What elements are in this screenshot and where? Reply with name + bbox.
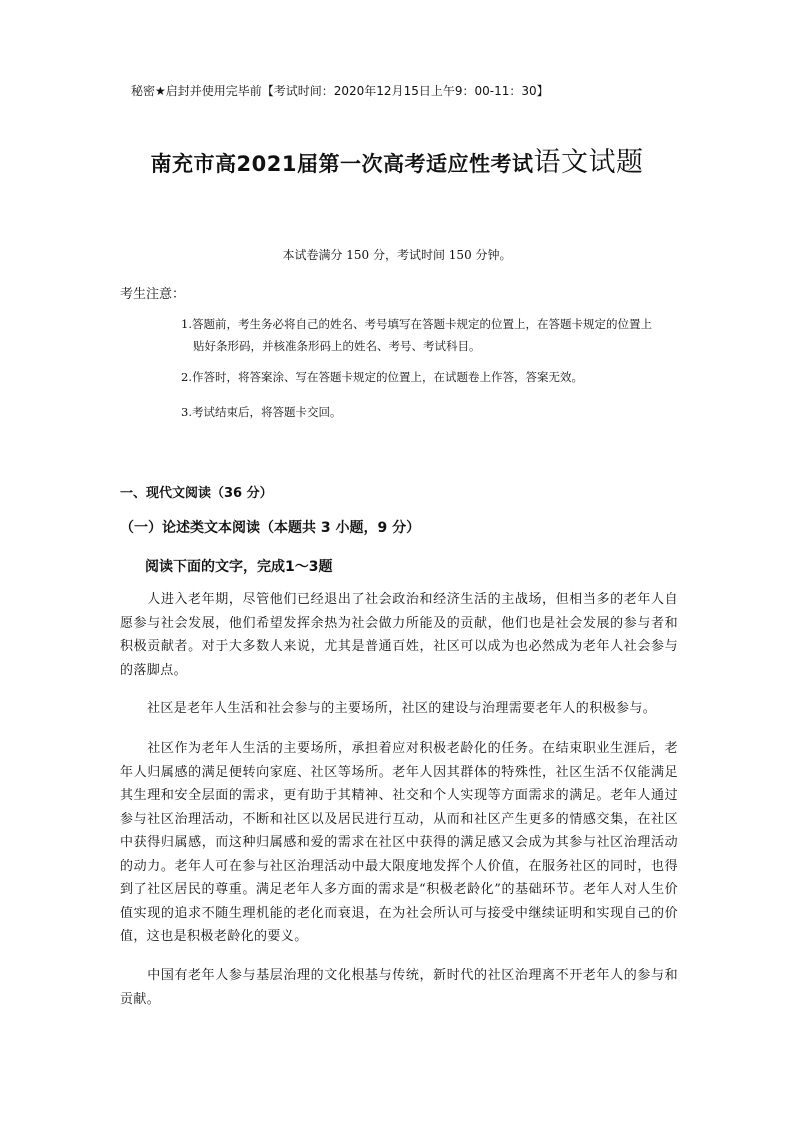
exam-title-main: 南充市高2021届第一次高考适应性考试 (150, 152, 534, 176)
passage-paragraph-4-text: 中国有老年人参与基层治理的文化根基与传统，新时代的社区治理离不开老年人的参与和贡献。 (120, 968, 678, 1007)
notice-item-2-line1: 2.作答时，将答案涂、写在答题卡规定的位置上，在试题卷上作答，答案无效。 (181, 370, 583, 384)
notice-item-2 (181, 366, 691, 388)
notice-item-3 (181, 401, 691, 423)
passage-paragraph-4 (120, 964, 678, 1011)
notice-item-3-line1: 3.考试结束后，将答题卡交回。 (181, 405, 342, 419)
section-heading-sub-one: （一）论述类文本阅读（本题共 3 小题，9 分） (120, 520, 421, 536)
notice-item-1-line2: 贴好条形码，并核准条形码上的姓名、考号、考试科目。 (193, 339, 481, 353)
exam-title (0, 140, 794, 179)
notice-item-1-line1: 1.答题前，考生务必将自己的姓名、考号填写在答题卡规定的位置上，在答题卡规定的位置上 (181, 317, 652, 331)
passage-paragraph-1 (120, 588, 678, 682)
notice-item-1 (181, 313, 691, 357)
notice-heading: 考生注意： (120, 287, 186, 302)
passage-paragraph-1-text: 人进入老年期，尽管他们已经退出了社会政治和经济生活的主战场，但相当多的老年人自愿参与社会发展，他们希望发挥余热为社会做力所能及的贡献，他们也是社会发展的参与者和积极贡献者。对于大多数人来说，尤其是普通百姓，社区可以成为也必然成为老年人社会参与的落脚点。 (120, 592, 678, 678)
passage-paragraph-2 (120, 697, 678, 721)
passage-paragraph-2-text: 社区是老年人生活和社会参与的主要场所，社区的建设与治理需要老年人的积极参与。 (147, 701, 657, 716)
exam-title-subject: 语文试题 (533, 147, 644, 178)
confidential-notice: 秘密★启封并使用完毕前【考试时间：2020年12月15日上午9：00-11：30】 (131, 84, 549, 98)
score-time-line: 本试卷满分 150 分，考试时间 150 分钟。 (282, 248, 512, 262)
reading-instruction: 阅读下面的文字，完成1～3题 (145, 559, 333, 575)
section-heading-part-one: 一、现代文阅读（36 分） (120, 486, 273, 501)
passage-paragraph-3 (120, 737, 678, 949)
passage-paragraph-3-text: 社区作为老年人生活的主要场所，承担着应对积极老龄化的任务。在结束职业生涯后，老年人归属感的满足便转向家庭、社区等场所。老年人因其群体的特殊性，社区生活不仅能满足其生理和安全层面的需求，更有助于其精神、社交和个人实现等方面需求的满足。老年人通过参与社区治理活动，不断和社区以及居民进行互动，从而和社区产生更多的情感交集，在社区中获得归属感，而这种归属感和爱的需求在社区中获得的满足感又会成为其参与社区治理活动的动力。老年人可在参与社区治理活动中最大限度地发挥个人价值，在服务社区的同时，也得到了社区居民的尊重。满足老年人多方面的需求是“积极老龄化”的基础环节。老年人对人生价值实现的追求不随生理机能的老化而衰退，在为社会所认可与接受中继续证明和实现自己的价值，这也是积极老龄化的要义。 (120, 741, 678, 944)
